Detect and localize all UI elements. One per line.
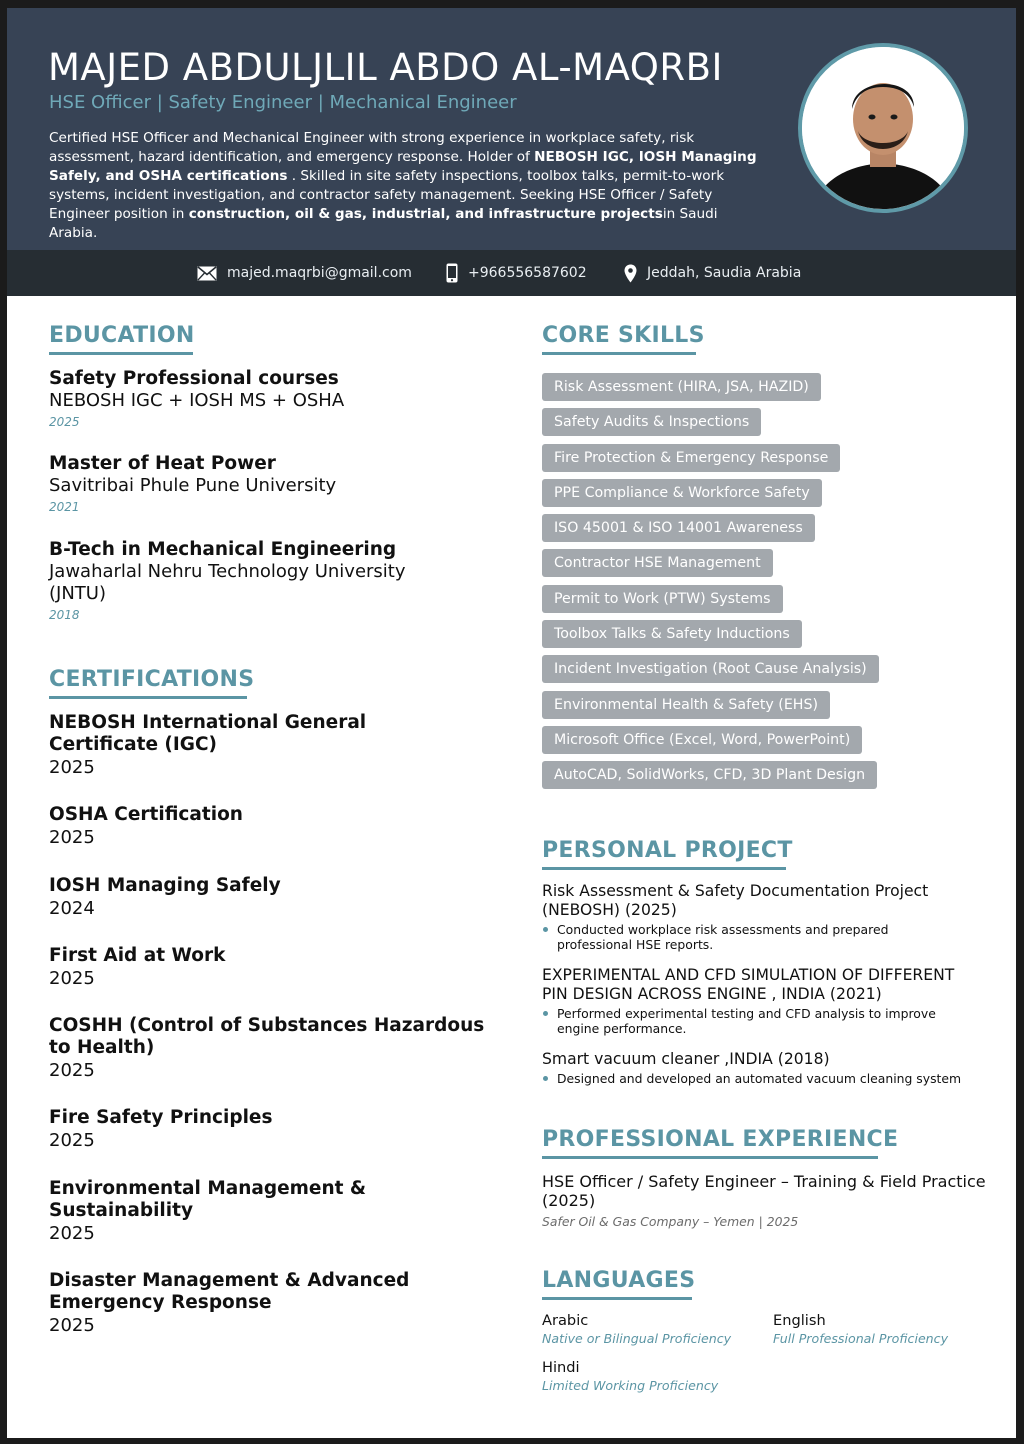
language-level: Limited Working Proficiency <box>542 1378 719 1393</box>
languages-heading: LANGUAGES <box>542 1268 696 1293</box>
certification-year: 2025 <box>49 757 95 778</box>
location-text: Jeddah, Saudia Arabia <box>647 265 802 281</box>
education-item <box>49 453 489 514</box>
education-degree: Safety Professional courses <box>49 368 339 389</box>
project-bullet-text: Designed and developed an automated vacuum cleaning system <box>557 1071 962 1086</box>
language-level: Native or Bilingual Proficiency <box>542 1331 732 1346</box>
person-name: MAJED ABDULJLIL ABDO AL-MAQRBI <box>48 46 723 89</box>
resume-page <box>7 8 1016 1438</box>
certification-year: 2025 <box>49 1223 95 1244</box>
certification-year: 2025 <box>49 1130 95 1151</box>
bullet-dot <box>543 1011 548 1016</box>
header <box>7 8 1016 250</box>
education-underline <box>49 352 193 355</box>
certification-item <box>49 945 499 991</box>
summary-text-3: in Saudi Arabia. <box>49 206 718 241</box>
skill-tag: Safety Audits & Inspections <box>542 408 761 436</box>
education-heading: EDUCATION <box>49 323 195 348</box>
education-item <box>49 368 489 429</box>
skill-tag: Permit to Work (PTW) Systems <box>542 585 783 613</box>
skill-tag: ISO 45001 & ISO 14001 Awareness <box>542 514 815 542</box>
experience-company: Safer Oil & Gas Company – Yemen | 2025 <box>542 1214 799 1229</box>
certification-item <box>49 875 499 921</box>
education-year: 2018 <box>49 608 80 622</box>
professional-experience-underline <box>542 1156 878 1159</box>
certification-item <box>49 1178 379 1246</box>
summary-text-1: Certified HSE Officer and Mechanical Engineer with strong experience in workplace safety, risk assessment, hazard identification, and emergency response. Holder of <box>49 130 695 165</box>
education-item <box>49 539 449 622</box>
contact-location <box>624 250 801 296</box>
language-item <box>542 1358 762 1394</box>
bullet-dot <box>543 1076 548 1081</box>
education-year: 2021 <box>49 500 80 514</box>
languages-underline <box>542 1297 692 1300</box>
certification-title: First Aid at Work <box>49 945 226 966</box>
language-item <box>773 1311 993 1347</box>
project-bullet-text: Conducted workplace risk assessments and prepared professional HSE reports. <box>557 922 889 952</box>
core-skills-underline <box>542 352 696 355</box>
language-name: Hindi <box>542 1359 580 1376</box>
map-pin-icon <box>624 264 637 283</box>
education-degree: B-Tech in Mechanical Engineering <box>49 539 397 560</box>
personal-project-heading: PERSONAL PROJECT <box>542 838 793 863</box>
phone-text: +966556587602 <box>468 265 587 281</box>
project-title: Risk Assessment & Safety Documentation Project (NEBOSH) (2025) <box>542 882 929 919</box>
summary-text-2: . Skilled in site safety inspections, toolbox talks, permit-to-work systems, incident investigation, and contractor safety management. Seeking HSE Officer / Safety Engineer position in <box>49 168 725 222</box>
education-institution: Savitribai Phule Pune University <box>49 475 337 496</box>
skill-tag: Microsoft Office (Excel, Word, PowerPoint) <box>542 726 862 754</box>
certifications-heading: CERTIFICATIONS <box>49 667 255 692</box>
language-name: English <box>773 1312 826 1329</box>
certification-title: COSHH (Control of Substances Hazardous to Health) <box>49 1015 485 1058</box>
language-level: Full Professional Proficiency <box>773 1331 949 1346</box>
job-subtitle: HSE Officer | Safety Engineer | Mechanical Engineer <box>49 92 517 113</box>
certification-year: 2025 <box>49 827 95 848</box>
certification-item <box>49 1015 499 1083</box>
summary-bold-2: construction, oil & gas, industrial, and infrastructure projects <box>188 206 663 222</box>
education-institution: Jawaharlal Nehru Technology University (JNTU) <box>49 561 406 604</box>
profile-photo <box>798 43 968 213</box>
project-title: Smart vacuum cleaner ,INDIA (2018) <box>542 1050 830 1068</box>
certifications-underline <box>49 696 247 699</box>
skill-tag: Fire Protection & Emergency Response <box>542 444 840 472</box>
envelope-icon <box>197 266 217 281</box>
professional-experience-heading: PROFESSIONAL EXPERIENCE <box>542 1127 899 1152</box>
skill-tag: Contractor HSE Management <box>542 549 773 577</box>
contact-phone[interactable] <box>446 250 587 296</box>
education-degree: Master of Heat Power <box>49 453 276 474</box>
project-bullet <box>542 1071 982 1086</box>
mobile-phone-icon <box>446 263 458 283</box>
personal-project-underline <box>542 867 786 870</box>
project-item <box>542 1050 982 1086</box>
project-bullet-text: Performed experimental testing and CFD analysis to improve engine performance. <box>557 1006 936 1036</box>
project-bullet <box>542 1006 972 1036</box>
profile-summary <box>49 129 759 243</box>
certification-item <box>49 1107 499 1153</box>
certification-title: Fire Safety Principles <box>49 1107 273 1128</box>
project-title: EXPERIMENTAL AND CFD SIMULATION OF DIFFERENT PIN DESIGN ACROSS ENGINE , INDIA (2021) <box>542 966 955 1003</box>
certification-year: 2025 <box>49 1060 95 1081</box>
bullet-dot <box>543 927 548 932</box>
skill-tag: Risk Assessment (HIRA, JSA, HAZID) <box>542 373 821 401</box>
certification-year: 2025 <box>49 968 95 989</box>
certification-title: Disaster Management & Advanced Emergency Response <box>49 1270 410 1313</box>
certification-title: NEBOSH International General Certificate (IGC) <box>49 712 367 755</box>
skill-tag: Incident Investigation (Root Cause Analysis) <box>542 655 879 683</box>
certification-item <box>49 1270 419 1338</box>
certification-title: Environmental Management & Sustainability <box>49 1178 367 1221</box>
certification-year: 2024 <box>49 898 95 919</box>
project-bullet <box>542 922 942 952</box>
language-item <box>542 1311 762 1347</box>
certification-title: IOSH Managing Safely <box>49 875 281 896</box>
certification-title: OSHA Certification <box>49 804 243 825</box>
education-institution: NEBOSH IGC + IOSH MS + OSHA <box>49 390 345 411</box>
contact-bar <box>7 250 1016 296</box>
certification-year: 2025 <box>49 1315 95 1336</box>
summary-bold-1: NEBOSH IGC, IOSH Managing Safely, and OSHA certifications <box>49 149 757 184</box>
experience-item <box>542 1172 992 1229</box>
education-year: 2025 <box>49 415 80 429</box>
person-portrait-icon <box>802 47 964 209</box>
project-item <box>542 966 972 1036</box>
skill-tag: Toolbox Talks & Safety Inductions <box>542 620 802 648</box>
certification-item <box>49 712 479 780</box>
contact-email[interactable] <box>197 250 412 296</box>
skill-tag: Environmental Health & Safety (EHS) <box>542 691 830 719</box>
project-item <box>542 882 942 952</box>
skill-tag: PPE Compliance & Workforce Safety <box>542 479 822 507</box>
core-skills-heading: CORE SKILLS <box>542 323 705 348</box>
email-text: majed.maqrbi@gmail.com <box>227 265 412 281</box>
experience-title: HSE Officer / Safety Engineer – Training & Field Practice (2025) <box>542 1172 986 1210</box>
certification-item <box>49 804 499 850</box>
skill-tag: AutoCAD, SolidWorks, CFD, 3D Plant Design <box>542 761 877 789</box>
language-name: Arabic <box>542 1312 589 1329</box>
